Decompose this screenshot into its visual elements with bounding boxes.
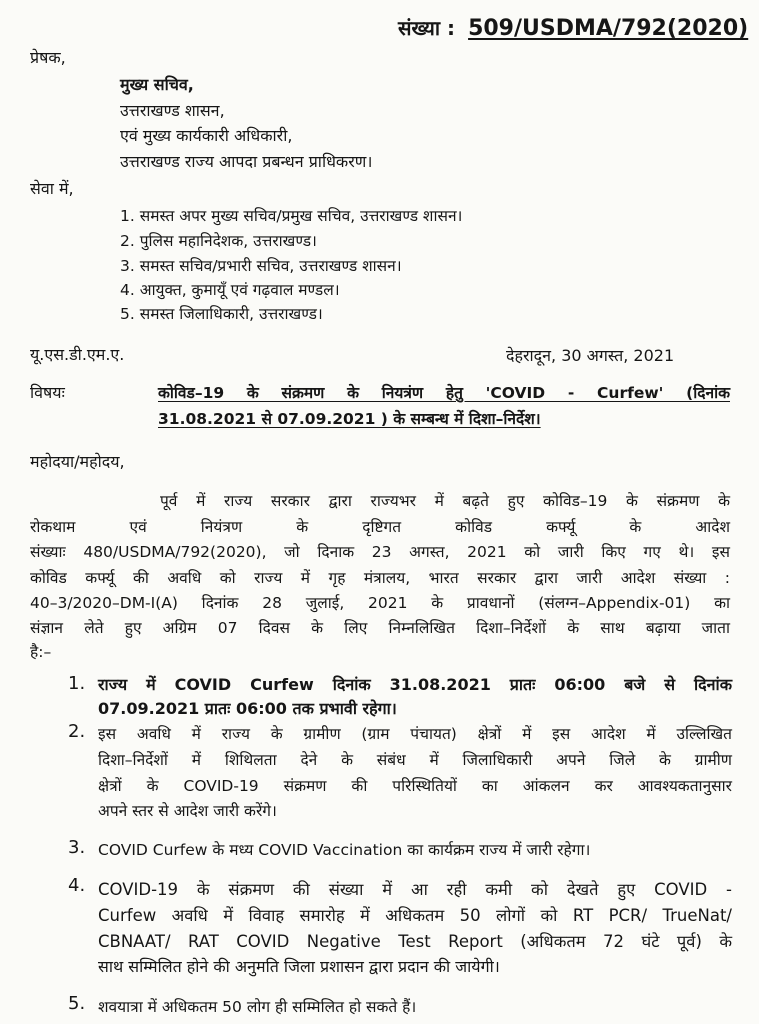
intro-line: है:– [30, 643, 52, 661]
recipient-item: 4. आयुक्त, कुमायूँ एवं गढ़वाल मण्डल। [120, 281, 340, 299]
point-4-line: COVID-19 के संक्रमण की संख्या में आ रही कमी को देखते हुए COVID - [98, 880, 732, 899]
intro-line: 40–3/2020–DM-I(A) दिनांक 28 जुलाई, 2021 के प्रावधानों (संलग्न–Appendix-01) का [30, 594, 730, 612]
intro-line: संज्ञान लेते हुए अग्रिम 07 दिवस के लिए निम्नलिखित दिशा–निर्देशों के साथ बढ़ाया जाता [30, 619, 730, 637]
point-4-line: Curfew अवधि में विवाह समारोह में अधिकतम 50 लोगों को RT PCR/ TrueNat/ [98, 906, 732, 925]
reference-number [398, 14, 748, 41]
recipient-item: 3. समस्त सचिव/प्रभारी सचिव, उत्तराखण्ड शासन। [120, 257, 402, 275]
recipients-label: सेवा में, [30, 179, 74, 198]
point-number: 3. [68, 837, 86, 858]
point-3-line: COVID Curfew के मध्य COVID Vaccination का कार्यक्रम राज्य में जारी रहेगा। [98, 841, 591, 859]
intro-line: रोकथाम एवं नियंत्रण के दृष्टिगत कोविड कर्फ्यू के आदेश [30, 518, 730, 536]
point-2-line: अपने स्तर से आदेश जारी करेंगे। [98, 802, 277, 820]
office-code: यू.एस.डी.एम.ए. [30, 345, 125, 364]
point-number: 1. [68, 673, 86, 694]
point-5-line: शवयात्रा में अधिकतम 50 लोग ही सम्मिलित हो सकते हैं। [98, 998, 417, 1016]
point-2-line: इस अवधि में राज्य के ग्रामीण (ग्राम पंचायत) क्षेत्रों में इस आदेश में उल्लिखित [98, 725, 732, 743]
sender-line: उत्तराखण्ड शासन, [120, 101, 225, 120]
sender-line: एवं मुख्य कार्यकारी अधिकारी, [120, 126, 293, 145]
place-date: देहरादून, 30 अगस्त, 2021 [506, 346, 675, 365]
subject-label: विषयः [30, 383, 65, 402]
point-4-line: साथ सम्मिलित होने की अनुमति जिला प्रशासन द्वारा प्रदान की जायेगी। [98, 957, 500, 976]
intro-line: पूर्व में राज्य सरकार द्वारा राज्यभर में बढ़ते हुए कोविड–19 के संक्रमण के [160, 492, 730, 510]
reference-value: 509/USDMA/792(2020) [468, 16, 749, 41]
point-4-line: CBNAAT/ RAT COVID Negative Test Report (अधिकतम 72 घंटे पूर्व) के [98, 932, 732, 951]
point-number: 4. [68, 875, 86, 896]
intro-line: कोविड कर्फ्यू की अवधि को राज्य में गृह मंत्रालय, भारत सरकार द्वारा जारी आदेश संख्या : [30, 569, 730, 587]
point-2-line: क्षेत्रों के COVID-19 संक्रमण की परिस्थितियों का आंकलन कर आवश्यकतानुसार [98, 777, 732, 795]
intro-line: संख्याः 480/USDMA/792(2020), जो दिनाक 23 अगस्त, 2021 को जारी किए गए थे। इस [30, 543, 730, 561]
point-2-line: दिशा–निर्देशों में शिथिलता देने के संबंध में जिलाधिकारी अपने जिले के ग्रामीण [98, 751, 732, 769]
subject-line-1: कोविड–19 के संक्रमण के नियत्रंण हेतु 'COVID - Curfew' (दिनांक [158, 384, 730, 402]
point-1-line: राज्य में COVID Curfew दिनांक 31.08.2021 प्रातः 06:00 बजे से दिनांक [98, 675, 732, 694]
sender-designation: मुख्य सचिव, [120, 75, 194, 94]
recipient-item: 2. पुलिस महानिदेशक, उत्तराखण्ड। [120, 232, 317, 250]
sender-line: उत्तराखण्ड राज्य आपदा प्रबन्धन प्राधिकरण। [120, 152, 373, 171]
point-number: 2. [68, 721, 86, 742]
reference-label: संख्या : [398, 16, 455, 40]
recipient-item: 1. समस्त अपर मुख्य सचिव/प्रमुख सचिव, उत्तराखण्ड शासन। [120, 207, 463, 225]
subject-line-2: 31.08.2021 से 07.09.2021 ) के सम्बन्ध में दिशा–निर्देश। [158, 410, 541, 428]
point-1-line: 07.09.2021 प्रातः 06:00 तक प्रभावी रहेगा। [98, 699, 397, 718]
salutation: महोदया/महोदय, [30, 452, 125, 471]
point-number: 5. [68, 993, 86, 1014]
recipient-item: 5. समस्त जिलाधिकारी, उत्तराखण्ड। [120, 305, 323, 323]
sender-label: प्रेषक, [30, 48, 66, 67]
